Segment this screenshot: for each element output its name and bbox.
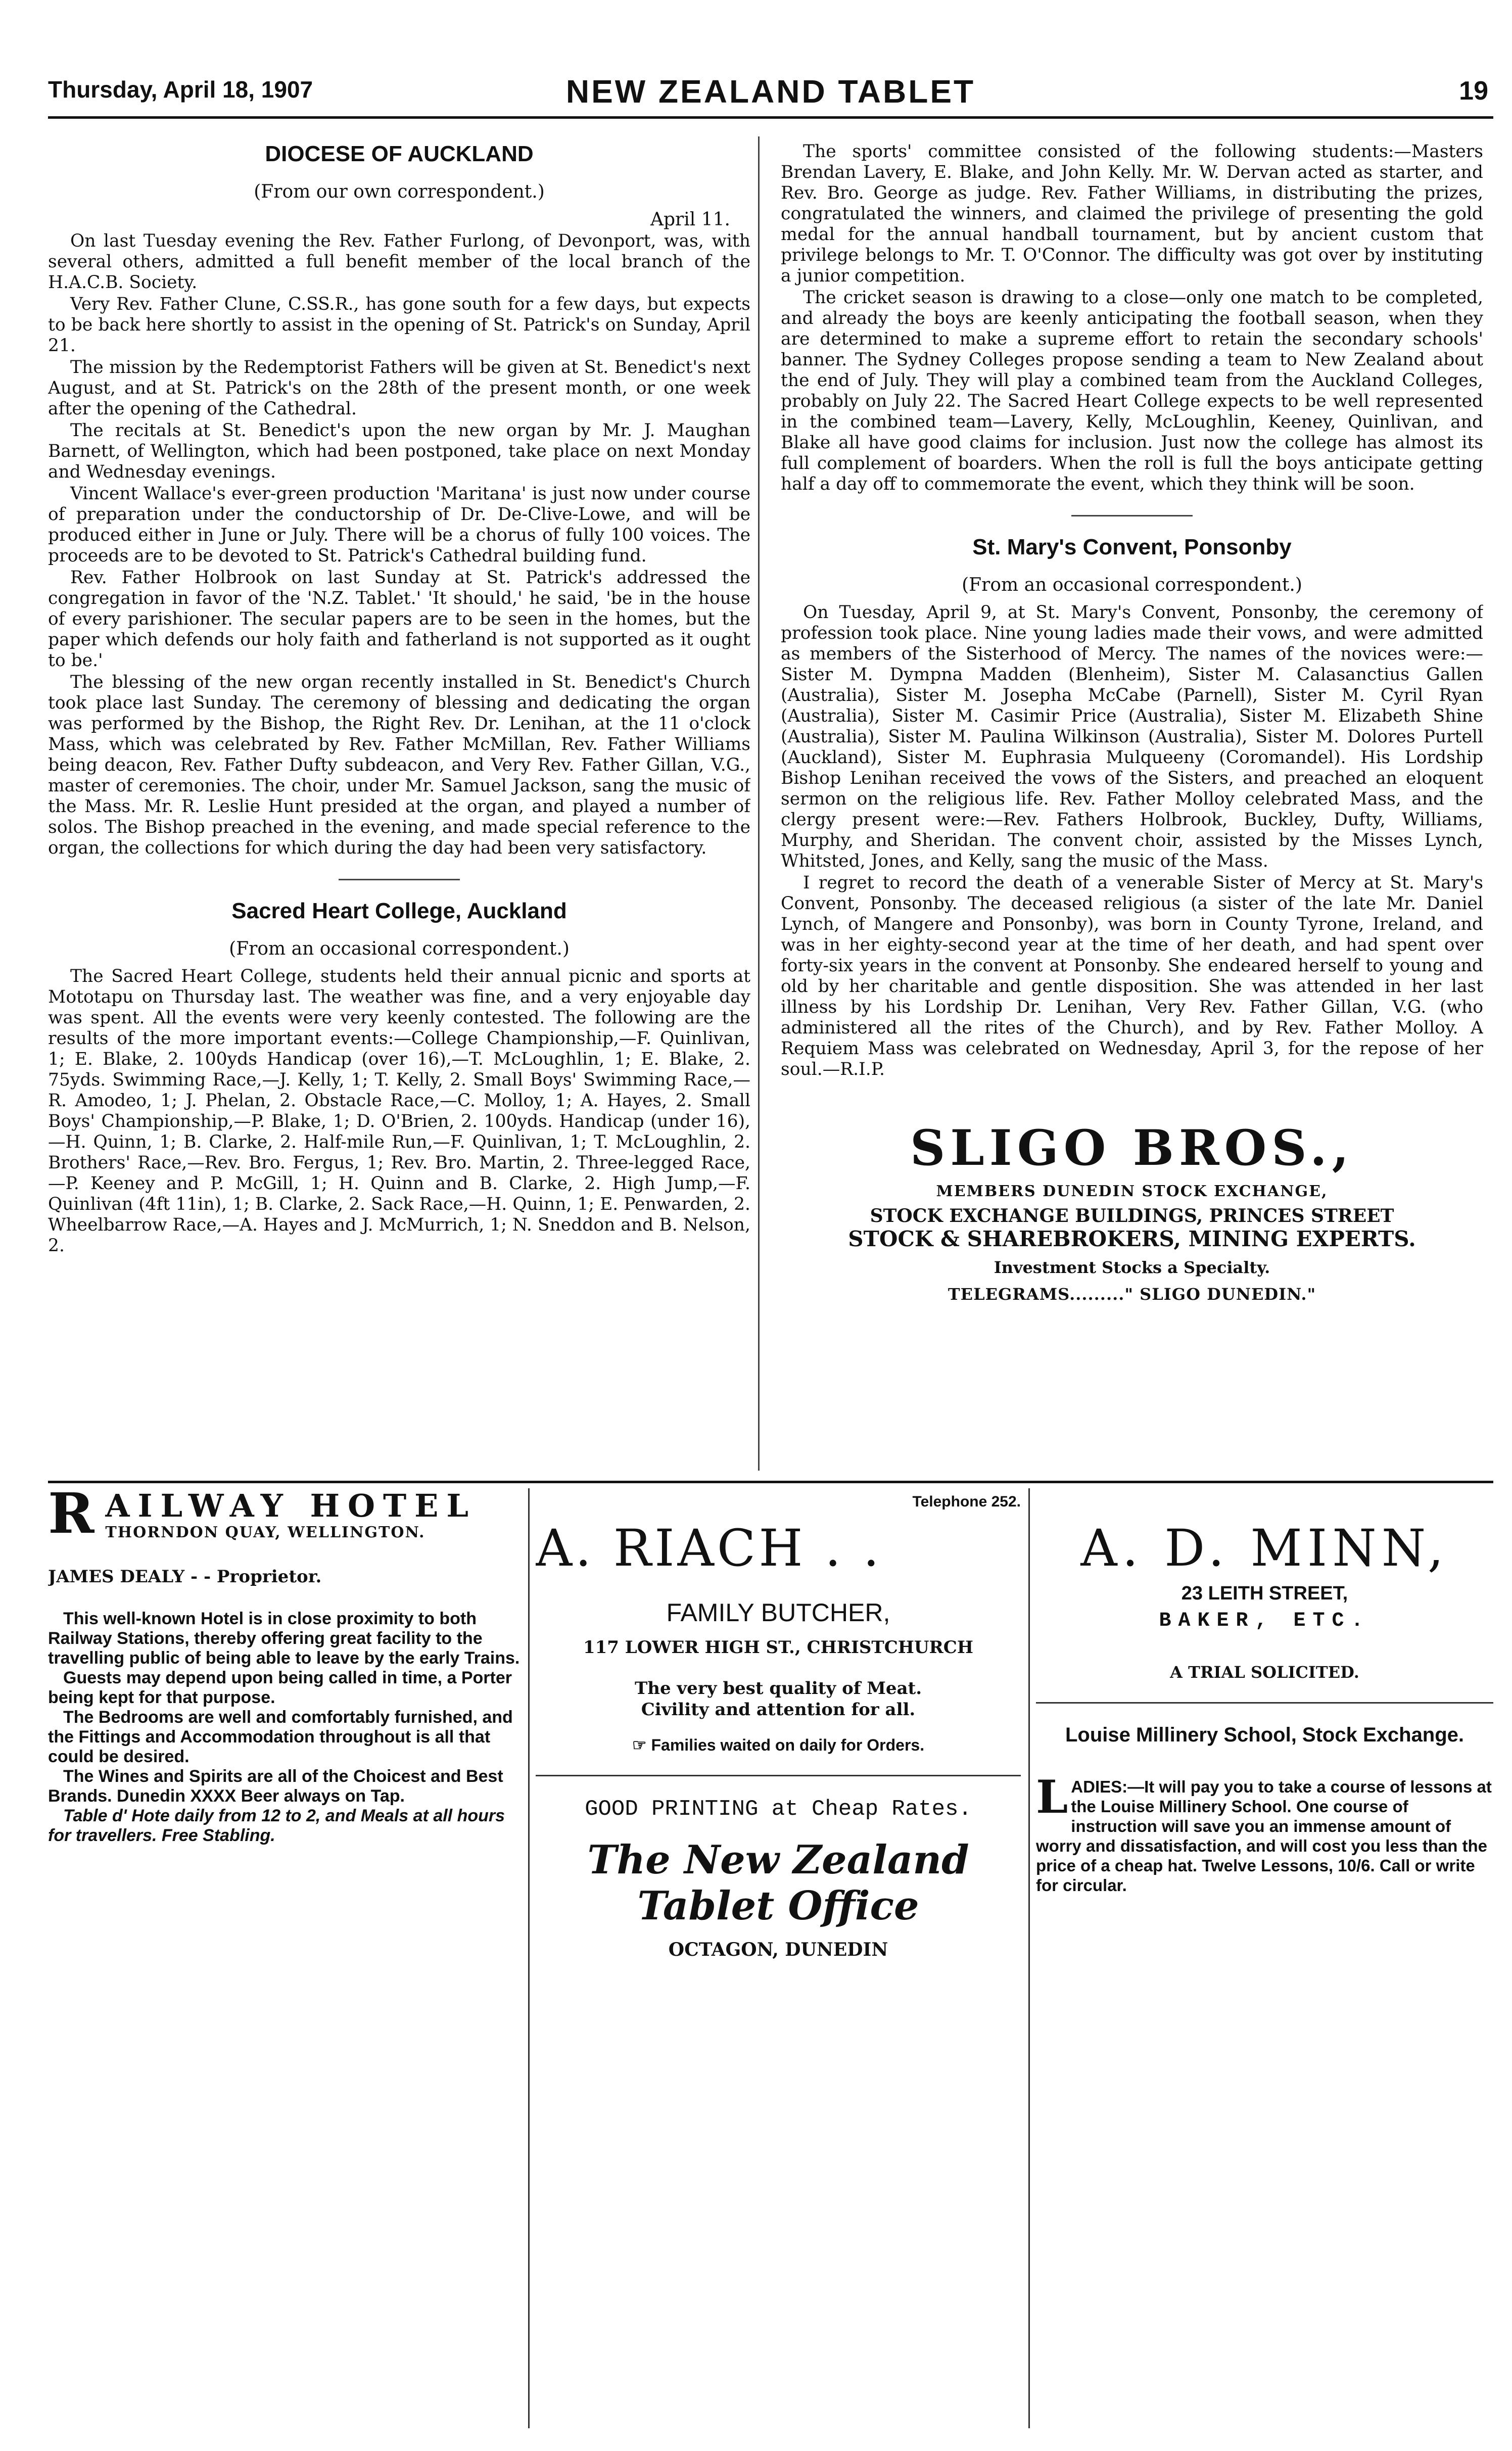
- riach-name: A. RIACH . .: [536, 1519, 882, 1578]
- sacred-heart-byline: (From an occasional correspondent.): [229, 938, 570, 959]
- minn-address: 23 LEITH STREET,: [1181, 1583, 1348, 1604]
- ad-divider: [1028, 1488, 1030, 2428]
- auckland-byline: (From our own correspondent.): [254, 181, 545, 202]
- octagon-address: OCTAGON, DUNEDIN: [668, 1939, 888, 1960]
- louise-text: ADIES:—It will pay you to take a course of lessons at the Louise Millinery School. One course of instruction will save you an immense amount of worry and dissatisfaction, and will cost you less than the price of a cheap hat. Twelve Lessons, 10/6. Call or write for circular.: [1036, 1777, 1492, 1895]
- minn-ad: [1036, 1488, 1493, 2428]
- railway-body: [48, 1609, 523, 1846]
- auckland-heading: DIOCESE OF AUCKLAND: [265, 142, 534, 166]
- railway-address: THORNDON QUAY, WELLINGTON.: [105, 1524, 426, 1541]
- louise-body: [1036, 1770, 1493, 1895]
- article-paragraph: Rev. Father Holbrook on last Sunday at St. Patrick's addressed the congregation in favor of the 'N.Z. Tablet.' 'It should,' he said, 'be in the house of every parishioner. The secular papers are to be seen in the homes, but the paper which defends our holy faith and fatherland is not supported as it ought to be.': [48, 568, 750, 671]
- left-column: [48, 142, 750, 1466]
- riach-telephone: Telephone 252.: [912, 1493, 1021, 1510]
- auckland-date: April 11.: [650, 209, 730, 230]
- sligo-line: MEMBERS DUNEDIN STOCK EXCHANGE,: [936, 1183, 1328, 1200]
- sligo-line: Investment Stocks a Specialty.: [994, 1258, 1270, 1277]
- newspaper-title: NEW ZEALAND TABLET: [565, 73, 976, 110]
- riach-families: [536, 1735, 1021, 1755]
- sligo-telegrams: TELEGRAMS........." SLIGO DUNEDIN.": [948, 1285, 1316, 1304]
- article-paragraph: On Tuesday, April 9, at St. Mary's Convent, Ponsonby, the ceremony of profession took place. Nine young ladies made their vows, and were admitted as members of the Sisterhood of Mercy. The names of the novices were:—Sister M. Dympna Madden (Blenheim), Sister M. Calasanctius Gallen (Australia), Sister M. Josepha McCabe (Parnell), Sister M. Cyril Ryan (Australia), Sister M. Casimir Price (Australia), Sister M. Elizabeth Shine (Australia), Sister M. Paulina Wilkinson (Australia), Sister M. Dolores Purtell (Auckland), Sister M. Euphrasia Mulqueeny (Coromandel). His Lordship Bishop Lenihan received the vows of the Sisters, and preached an eloquent sermon on the religious life. Rev. Father Molloy celebrated Mass, and the clergy present were:—Rev. Fathers Holbrook, Buckley, Dufty, Williams, Murphy, and Sheridan. The convent choir, assisted by the Misses Lynch, Whitsted, Jones, and Kelly, sang the music of the Mass.: [781, 602, 1483, 871]
- ad-rule: [536, 1775, 1021, 1776]
- minn-name: A. D. MINN,: [1080, 1519, 1449, 1578]
- railway-paragraph: This well-known Hotel is in close proximity to both Railway Stations, thereby offering great facility to the travelling public of being able to leave by the early Trains.: [48, 1609, 520, 1668]
- article-paragraph: The cricket season is drawing to a close—only one match to be completed, and already the boys are keenly anticipating the football season, when they are determined to make a supreme effort to retain the secondary schools' banner. The Sydney Colleges propose sending a team to New Zealand about the end of July. They will play a combined team from the Auckland Colleges, probably on July 22. The Sacred Heart College expects to be well represented in the combined team—Lavery, Kelly, McLoughlin, Keeney, Quinlivan, and Blake all have good claims for inclusion. Just now the college has almost its full complement of boarders. When the roll is full the boys anticipate getting half a day off to commemorate the event, which they think will be soon.: [781, 288, 1483, 494]
- section-divider: [1071, 515, 1193, 516]
- riach-quality: [536, 1678, 1021, 1720]
- riach-trade: FAMILY BUTCHER,: [666, 1598, 890, 1627]
- page-number: 19: [1459, 76, 1488, 106]
- riach-ad: [536, 1488, 1021, 2428]
- article-paragraph: On last Tuesday evening the Rev. Father Furlong, of Devonport, was, with several others, admitted a full benefit member of the local branch of the H.A.C.B. Society.: [48, 231, 750, 293]
- minn-trade: BAKER, ETC.: [1159, 1610, 1371, 1632]
- louise-title: Louise Millinery School, Stock Exchange.: [1065, 1724, 1464, 1746]
- drop-cap: L: [1036, 1770, 1068, 1824]
- ads-divider: [48, 1481, 1493, 1483]
- drop-cap: R: [48, 1488, 103, 1546]
- ad-rule: [1036, 1702, 1493, 1704]
- railway-paragraph: Table d' Hote daily from 12 to 2, and Meals at all hours for travellers. Free Stabling.: [48, 1806, 505, 1845]
- sligo-line: STOCK & SHAREBROKERS, MINING EXPERTS.: [848, 1227, 1416, 1251]
- printing-ad: GOOD PRINTING at Cheap Rates.: [585, 1797, 972, 1822]
- pointing-hand-icon: ☞: [632, 1736, 651, 1754]
- sligo-line: STOCK EXCHANGE BUILDINGS, PRINCES STREET: [870, 1205, 1394, 1227]
- article-paragraph: Vincent Wallace's ever-green production 'Maritana' is just now under course of preparation under the conductorship of Dr. De-Clive-Lowe, and will be produced either in June or July. There will be a chorus of fully 100 voices. The proceeds are to be devoted to St. Patrick's Cathedral building fund.: [48, 484, 750, 566]
- railway-hotel-ad: [48, 1488, 523, 2428]
- minn-trial: A TRIAL SOLICITED.: [1170, 1663, 1359, 1682]
- right-column: [781, 142, 1483, 1466]
- sligo-name: SLIGO BROS.,: [910, 1119, 1354, 1176]
- railway-proprietor: JAMES DEALY - - Proprietor.: [48, 1567, 322, 1587]
- article-paragraph: The mission by the Redemptorist Fathers will be given at St. Benedict's next August, and at St. Patrick's on the 28th of the present month, or one week after the opening of the Cathedral.: [48, 357, 750, 419]
- tablet-office: The New Zealand Tablet Office: [587, 1837, 969, 1929]
- ad-divider: [528, 1488, 530, 2428]
- section-divider: [339, 879, 460, 880]
- railway-paragraph: The Wines and Spirits are all of the Choicest and Best Brands. Dunedin XXXX Beer always on Tap.: [48, 1767, 503, 1806]
- column-divider: [758, 136, 760, 1471]
- st-marys-byline: (From an occasional correspondent.): [962, 575, 1302, 595]
- article-paragraph: The sports' committee consisted of the following students:—Masters Brendan Lavery, E. Blake, and John Kelly. Mr. W. Dervan acted as starter, and Rev. Bro. George as judge. Rev. Father Williams, in distributing the prizes, congratulated the winners, and claimed the privilege of presenting the gold medal for the annual handball tournament, but by ancient custom that privilege belongs to Mr. T. O'Connor. The difficulty was got over by instituting a junior competition.: [781, 142, 1483, 286]
- riach-line: Civility and attention for all.: [641, 1700, 916, 1720]
- sligo-advertisement: [781, 1120, 1483, 1305]
- article-paragraph: The blessing of the new organ recently installed in St. Benedict's Church took place last Sunday. The ceremony of blessing and dedicating the organ was performed by the Bishop, the Right Rev. Dr. Lenihan, at the 11 o'clock Mass, which was celebrated by Rev. Father McMillan, Rev. Father Williams being deacon, Rev. Father Dufty subdeacon, and Very Rev. Father Gillan, V.G., master of ceremonies. The choir, under Mr. Samuel Jackson, sang the music of the Mass. Mr. R. Leslie Hunt presided at the organ, and played a number of solos. The Bishop preached in the evening, and made special reference to the organ, the collections for which during the day had been very satisfactory.: [48, 672, 750, 858]
- railway-paragraph: Guests may depend upon being called in time, a Porter being kept for that purpose.: [48, 1668, 512, 1707]
- st-marys-heading: St. Mary's Convent, Ponsonby: [972, 535, 1292, 559]
- article-paragraph: The Sacred Heart College, students held their annual picnic and sports at Mototapu on Thursday last. The weather was fine, and a very enjoyable day was spent. All the events were very keenly contested. The following are the results of the more important events:—College Championship,—F. Quinlivan, 1; E. Blake, 2. 100yds Handicap (over 16),—T. McLoughlin, 1; E. Blake, 2. 75yds. Swimming Race,—J. Kelly, 1; T. Kelly, 2. Small Boys' Swimming Race,—R. Amodeo, 1; J. Phelan, 2. Obstacle Race,—C. Molloy, 1; A. Hayes, 2. Small Boys' Championship,—P. Blake, 1; D. O'Brien, 2. 100yds. Handicap (under 16),—H. Quinn, 1; B. Clarke, 2. Half-mile Run,—F. Quinlivan, 1; T. McLoughlin, 2. Brothers' Race,—Rev. Bro. Fergus, 1; Rev. Bro. Martin, 2. Three-legged Race,—P. Keeney and P. McGill, 1; H. Quinn and B. Clarke, 2. High Jump,—F. Quinlivan (4ft 11in), 1; B. Clarke, 2. Sack Race,—H. Quinn, 1; E. Penwarden, 2. Wheelbarrow Race,—A. Hayes and J. McMurrich, 1; N. Sneddon and B. Nelson, 2.: [48, 966, 750, 1256]
- article-paragraph: The recitals at St. Benedict's upon the new organ by Mr. J. Maughan Barnett, of Wellington, which had been postponed, take place on next Monday and Wednesday evenings.: [48, 420, 750, 482]
- article-paragraph: Very Rev. Father Clune, C.SS.R., has gone south for a few days, but expects to be back here shortly to assist in the opening of St. Patrick's on Sunday, April 21.: [48, 294, 750, 356]
- riach-address: 117 LOWER HIGH ST., CHRISTCHURCH: [583, 1637, 973, 1658]
- issue-date: Thursday, April 18, 1907: [48, 76, 313, 103]
- riach-line: The very best quality of Meat.: [634, 1678, 922, 1699]
- sacred-heart-heading: Sacred Heart College, Auckland: [231, 899, 567, 923]
- railway-name: AILWAY HOTEL: [105, 1488, 477, 1524]
- page-header: [48, 73, 1493, 119]
- riach-families-text: Families waited on daily for Orders.: [651, 1736, 925, 1754]
- railway-paragraph: The Bedrooms are well and comfortably furnished, and the Fittings and Accommodation throughout is all that could be desired.: [48, 1708, 513, 1766]
- article-paragraph: I regret to record the death of a venerable Sister of Mercy at St. Mary's Convent, Ponsonby. The deceased religious (a sister of the late Mr. Daniel Lynch, of Mangere and Ponsonby), was born in County Tyrone, Ireland, and was in her eighty-second year at the time of her death, and had spent over forty-six years in the convent at Ponsonby. She endeared herself to young and old by her charitable and gentle disposition. She was attended in her last illness by his Lordship Dr. Lenihan, Very Rev. Father Gillan, V.G. (who administered all the rites of the Church), and by Rev. Father Molloy. A Requiem Mass was celebrated on Wednesday, April 3, for the repose of her soul.—R.I.P.: [781, 873, 1483, 1079]
